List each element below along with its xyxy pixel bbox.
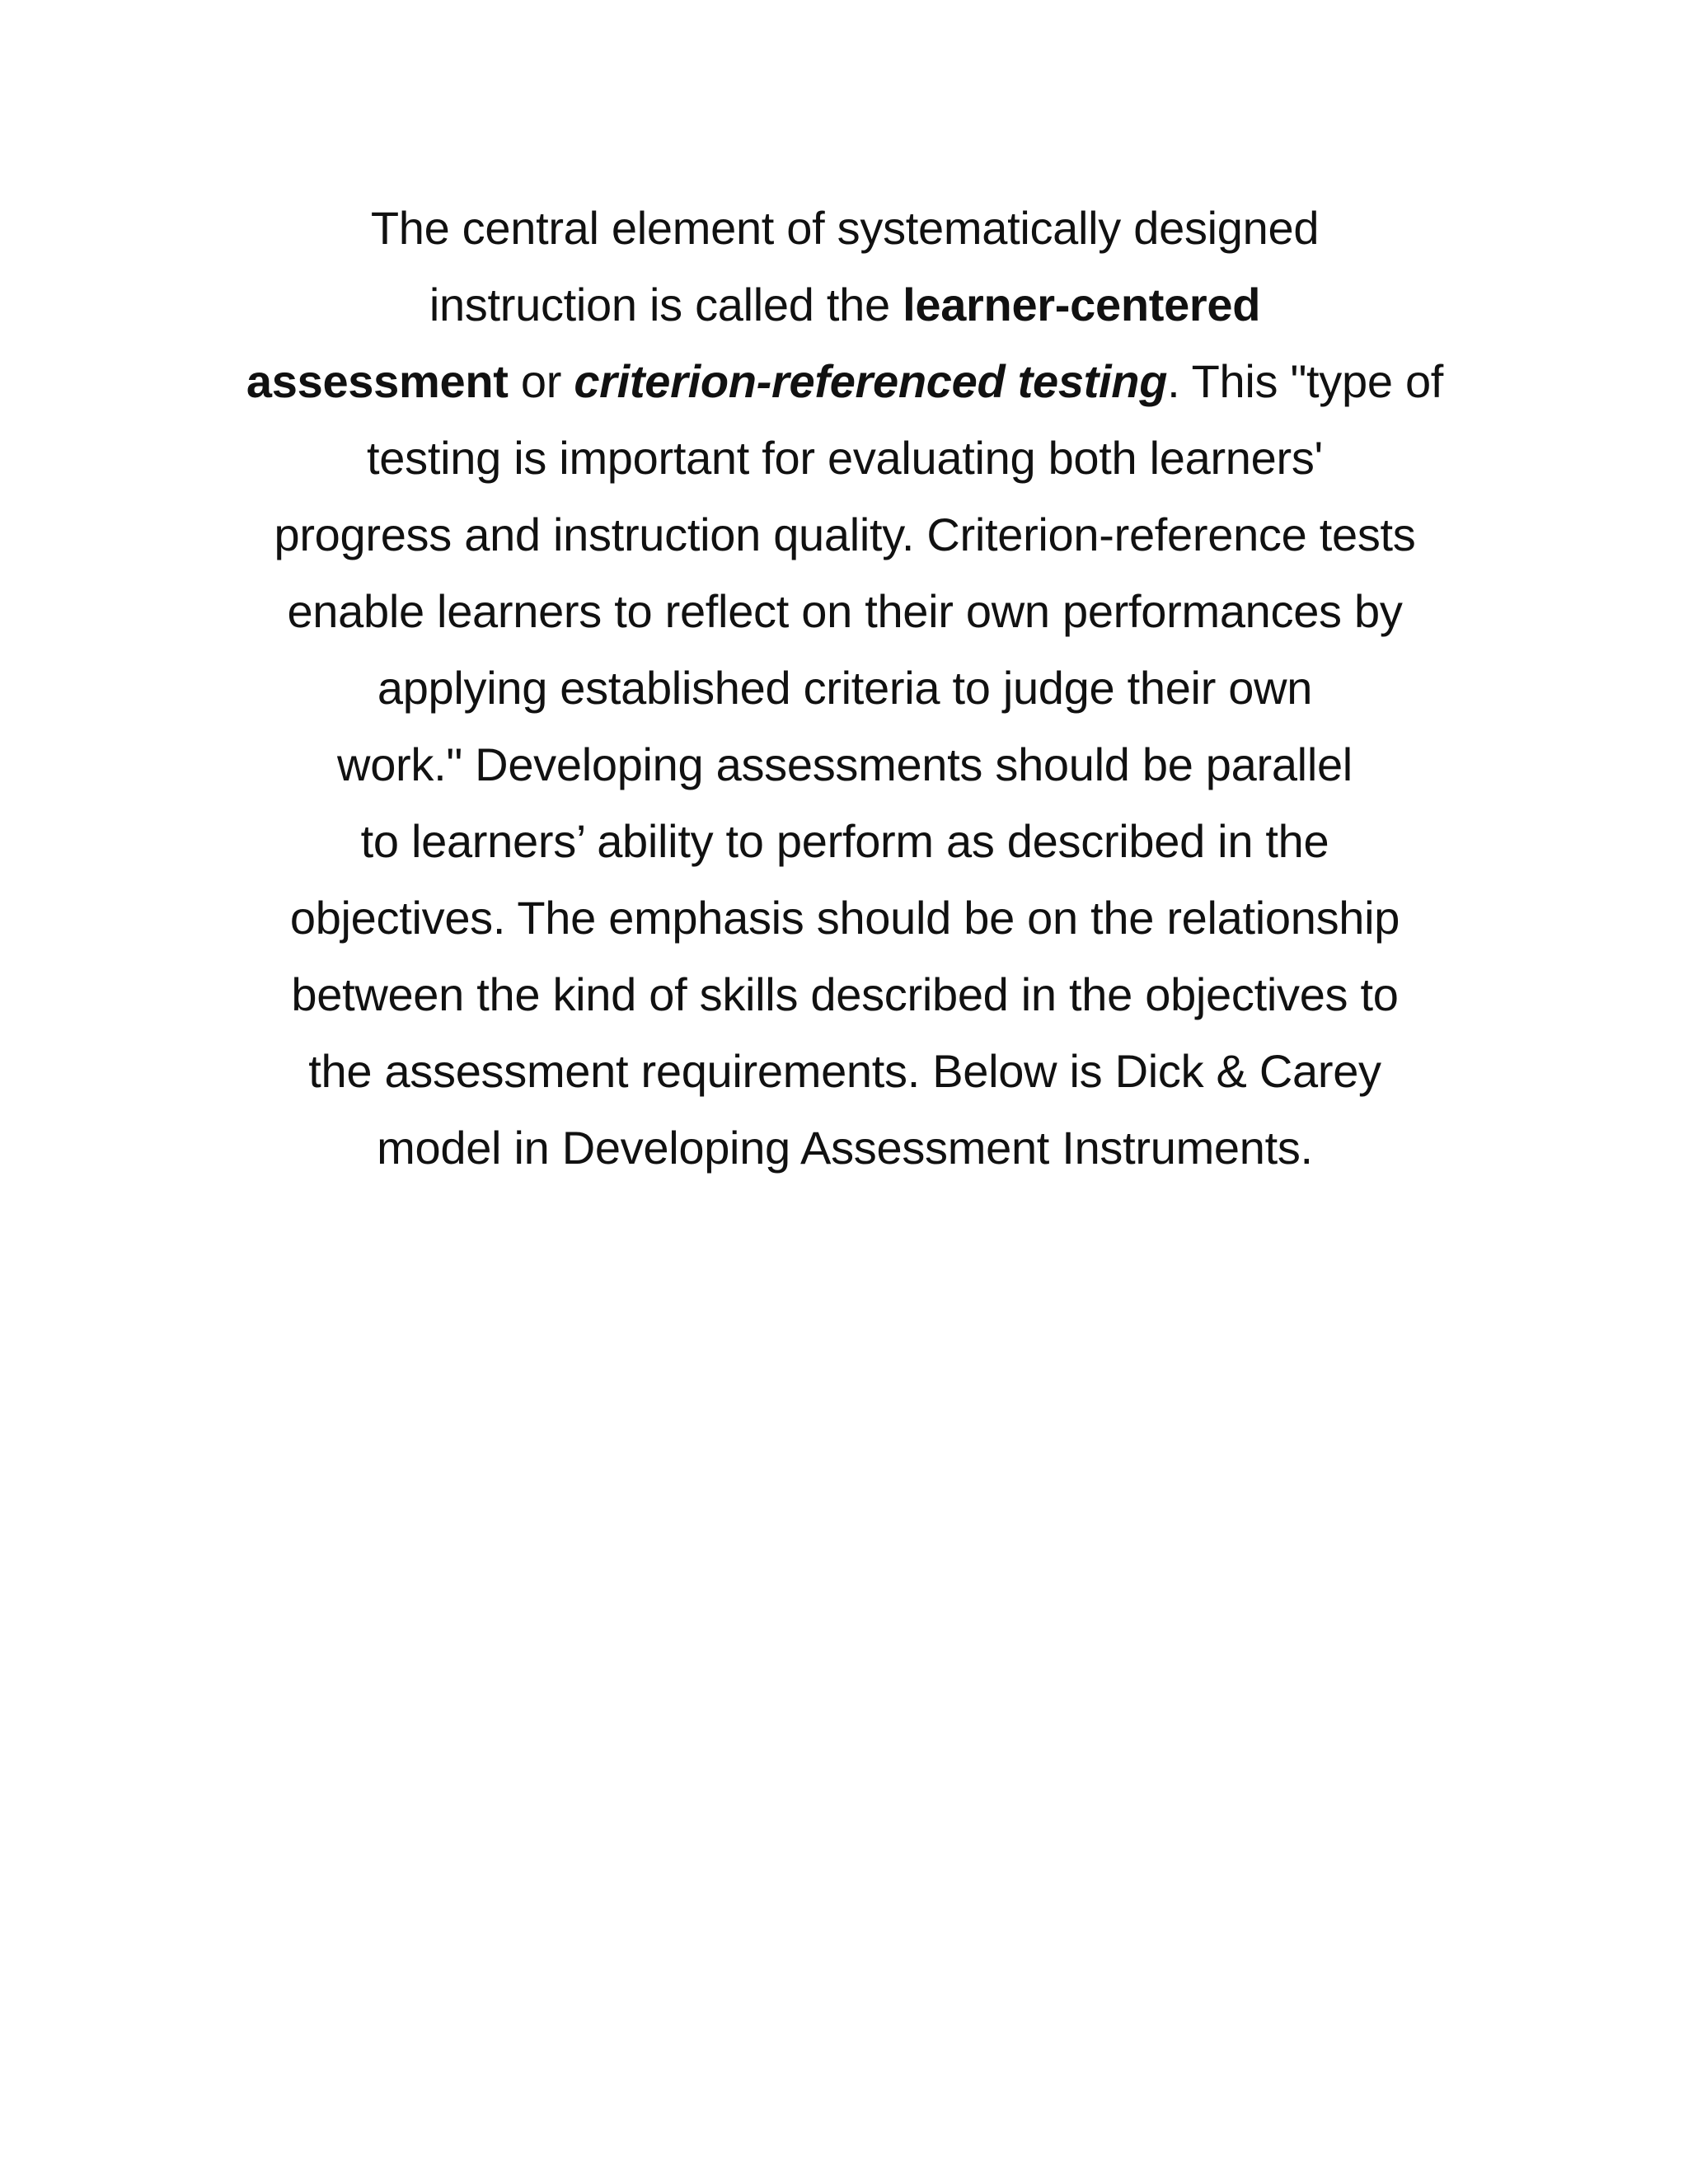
paragraph-line: enable learners to reflect on their own performances by xyxy=(287,585,1403,637)
paragraph-line xyxy=(165,266,1525,343)
paragraph-line: testing is important for evaluating both learners' xyxy=(367,432,1323,484)
body-paragraph xyxy=(165,190,1525,1186)
paragraph-line: applying established criteria to judge their own xyxy=(377,662,1313,714)
paragraph-line: objectives. The emphasis should be on the relationship xyxy=(289,892,1400,944)
term-criterion-referenced-testing: criterion-referenced testing xyxy=(574,355,1168,407)
paragraph-line: The central element of systematically designed xyxy=(370,202,1320,254)
paragraph-line: model in Developing Assessment Instruments. xyxy=(377,1122,1313,1174)
paragraph-line: the assessment requirements. Below is Dick & Carey xyxy=(308,1045,1381,1097)
term-assessment: assessment xyxy=(246,355,509,407)
paragraph-line xyxy=(165,343,1525,419)
paragraph-line: progress and instruction quality. Criterion-reference tests xyxy=(274,509,1416,560)
term-learner-centered: learner-centered xyxy=(903,279,1261,330)
paragraph-line: to learners’ ability to perform as described in the xyxy=(360,815,1329,867)
text-run: or xyxy=(508,355,574,407)
text-run: . This "type of xyxy=(1167,355,1444,407)
paragraph-line: work." Developing assessments should be parallel xyxy=(337,738,1353,790)
paragraph-line: between the kind of skills described in the objectives to xyxy=(291,968,1399,1020)
text-run: instruction is called the xyxy=(429,279,903,330)
